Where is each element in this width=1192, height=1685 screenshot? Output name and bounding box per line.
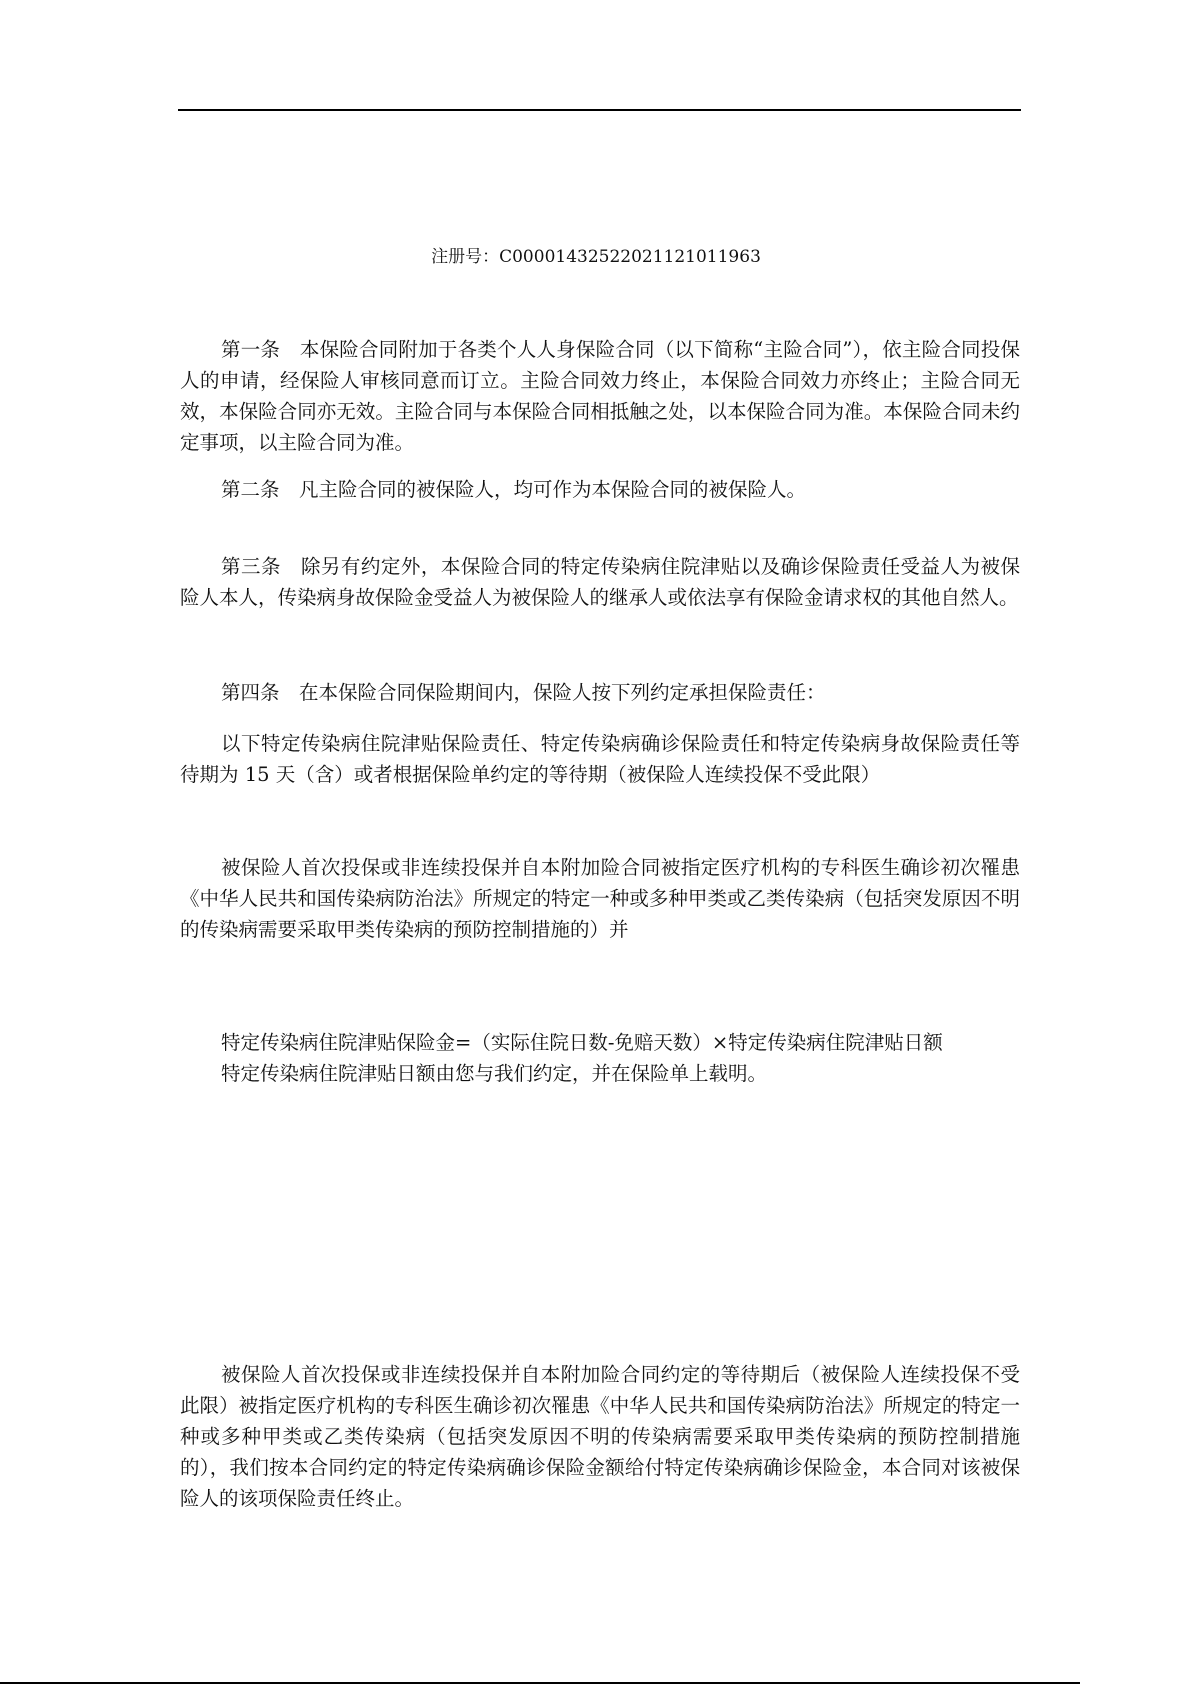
article-1: 第一条 本保险合同附加于各类个人人身保险合同（以下简称“主险合同”），依主险合同投保人的申请，经保险人审核同意而订立。主险合同效力终止，本保险合同效力亦终止；主险合同无效，本保险合同亦无效。主险合同与本保险合同相抵触之处，以本保险合同为准。本保险合同未约定事项，以主险合同为准。 bbox=[180, 338, 1020, 454]
waiting-period-paragraph: 以下特定传染病住院津贴保险责任、特定传染病确诊保险责任和特定传染病身故保险责任等待期为 15 天（含）或者根据保险单约定的等待期（被保险人连续投保不受此限） bbox=[180, 732, 1020, 786]
header-rule bbox=[178, 109, 1021, 111]
article-2: 第二条 凡主险合同的被保险人，均可作为本保险合同的被保险人。 bbox=[221, 478, 807, 501]
registration-number: 注册号：C00001432522021121011963 bbox=[431, 247, 761, 267]
article-4: 第四条 在本保险合同保险期间内，保险人按下列约定承担保险责任： bbox=[221, 681, 826, 704]
allowance-formula: 特定传染病住院津贴保险金=（实际住院日数-免赔天数）×特定传染病住院津贴日额 bbox=[221, 1031, 943, 1054]
allowance-daily-amount: 特定传染病住院津贴日额由您与我们约定，并在保险单上载明。 bbox=[221, 1062, 768, 1085]
article-3: 第三条 除另有约定外，本保险合同的特定传染病住院津贴以及确诊保险责任受益人为被保险人本人，传染病身故保险金受益人为被保险人的继承人或依法享有保险金请求权的其他自然人。 bbox=[180, 555, 1020, 609]
footer-rule bbox=[0, 1682, 1080, 1684]
hospital-allowance-condition: 被保险人首次投保或非连续投保并自本附加险合同被指定医疗机构的专科医生确诊初次罹患《中华人民共和国传染病防治法》所规定的特定一种或多种甲类或乙类传染病（包括突发原因不明的传染病需要采取甲类传染病的预防控制措施的）并 bbox=[180, 856, 1020, 941]
diagnosis-benefit-paragraph: 被保险人首次投保或非连续投保并自本附加险合同约定的等待期后（被保险人连续投保不受此限）被指定医疗机构的专科医生确诊初次罹患《中华人民共和国传染病防治法》所规定的特定一种或多种甲类或乙类传染病（包括突发原因不明的传染病需要采取甲类传染病的预防控制措施的），我们按本合同约定的特定传染病确诊保险金额给付特定传染病确诊保险金，本合同对该被保险人的该项保险责任终止。 bbox=[180, 1363, 1020, 1510]
